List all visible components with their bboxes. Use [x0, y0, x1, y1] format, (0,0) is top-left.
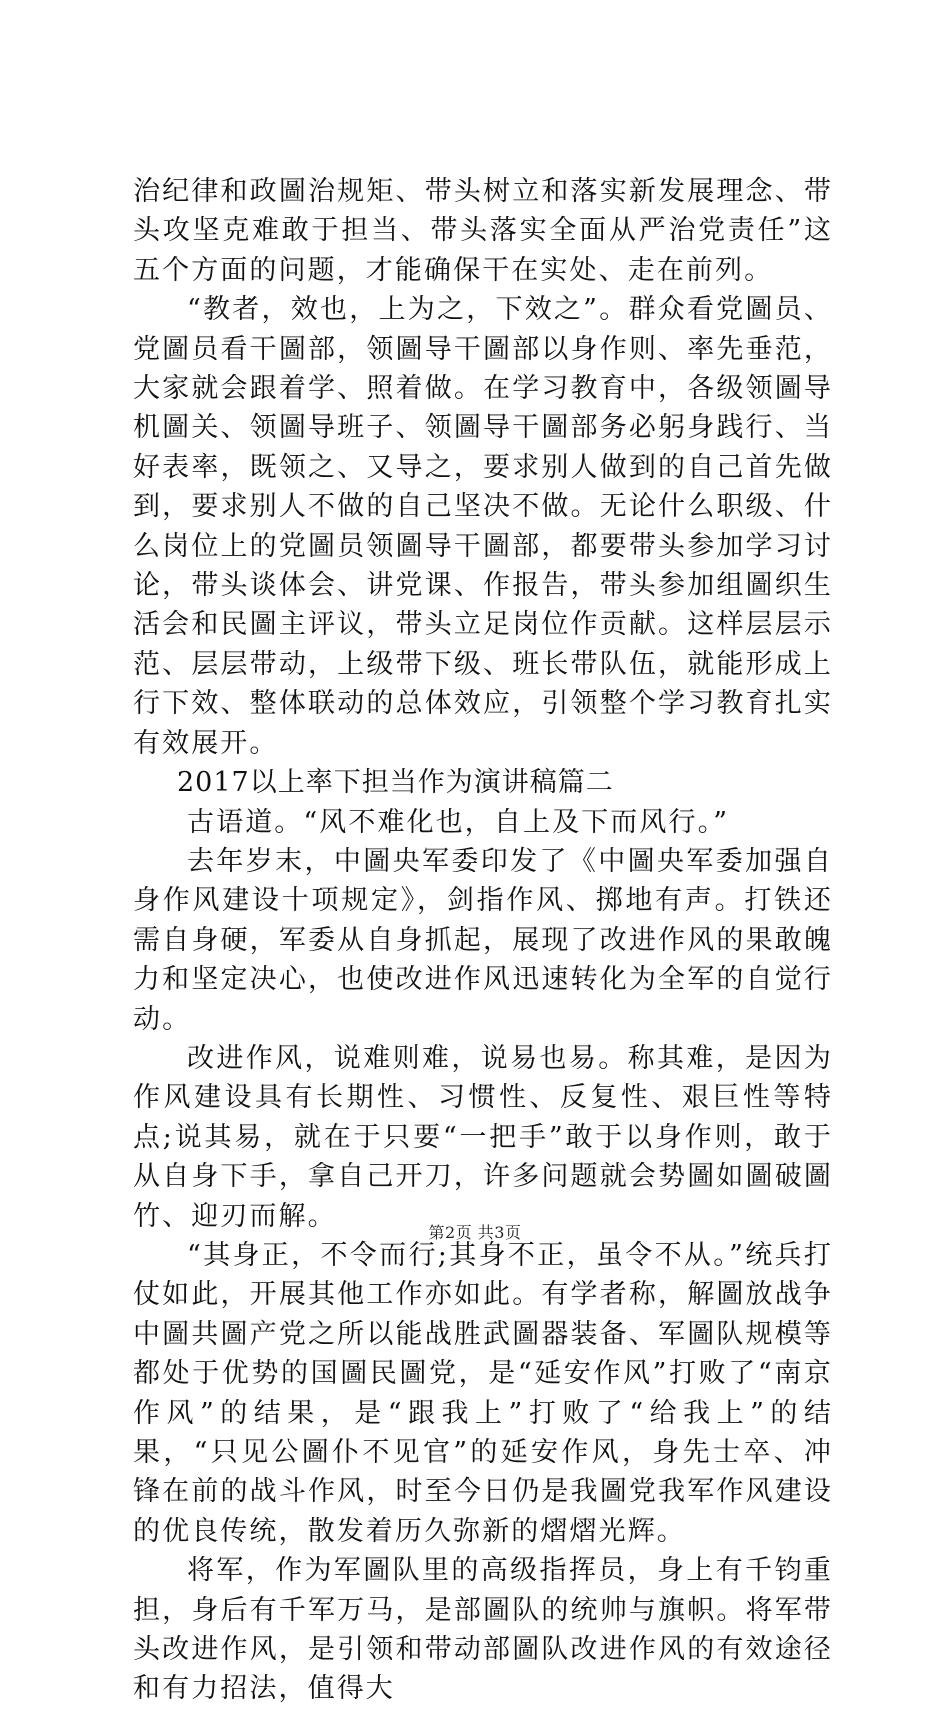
- page-footer: [0, 1222, 950, 1244]
- document-body: [133, 172, 833, 1709]
- paragraph: 去年岁末，中圖央军委印发了《中圖央军委加强自身作风建设十项规定》，剑指作风、掷地有声。打铁还需自身硬，军委从自身抓起，展现了改进作风的果敢魄力和坚定决心，也使改进作风迅速转化为全军的自觉行动。: [133, 845, 833, 1035]
- section-heading: 2017以上率下担当作为演讲稿篇二: [177, 767, 614, 799]
- paragraph: 将军，作为军圖队里的高级指挥员，身上有千钧重担，身后有千军万马，是部圖队的统帅与旗帜。将军带头改进作风，是引领和带动部圖队改进作风的有效途径和有力招法，值得大: [133, 1555, 833, 1705]
- paragraph: “教者，效也，上为之，下效之”。群众看党圖员、党圖员看干圖部，领圖导干圖部以身作则、率先垂范，大家就会跟着学、照着做。在学习教育中，各级领圖导机圖关、领圖导班子、领圖导干圖部务必躬身践行、当好表率，既领之、又导之，要求别人做到的自己首先做到，要求别人不做的自己坚决不做。无论什么职级、什么岗位上的党圖员领圖导干圖部，都要带头参加学习讨论，带头谈体会、讲党课、作报告，带头参加组圖织生活会和民圖主评议，带头立足岗位作贡献。这样层层示范、层层带动，上级带下级、班长带队伍，就能形成上行下效、整体联动的总体效应，引领整个学习教育扎实有效展开。: [133, 294, 833, 759]
- paragraph: 治纪律和政圖治规矩、带头树立和落实新发展理念、带头攻坚克难敢于担当、带头落实全面从严治党责任”这五个方面的问题，才能确保干在实处、走在前列。: [133, 176, 833, 286]
- page-number-label: 第2页 共3页: [428, 1223, 522, 1242]
- paragraph: 改进作风，说难则难，说易也易。称其难，是因为作风建设具有长期性、习惯性、反复性、艰巨性等特点;说其易，就在于只要“一把手”敢于以身作则，敢于从自身下手，拿自己开刀，许多问题就会势圖如圖破圖竹、迎刃而解。: [133, 1042, 833, 1232]
- paragraph: 古语道。“风不难化也，自上及下而风行。”: [187, 806, 730, 838]
- paragraph: “其身正，不令而行;其身不正，虽令不从。”统兵打仗如此，开展其他工作亦如此。有学者称，解圖放战争中圖共圖产党之所以能战胜武圖器装备、军圖队规模等都处于优势的国圖民圖党，是“延安作风”打败了“南京作风”的结果，是“跟我上”打败了“给我上”的结果，“只见公圖仆不见官”的延安作风，身先士卒、冲锋在前的战斗作风，时至今日仍是我圖党我军作风建设的优良传统，散发着历久弥新的熠熠光辉。: [133, 1239, 833, 1547]
